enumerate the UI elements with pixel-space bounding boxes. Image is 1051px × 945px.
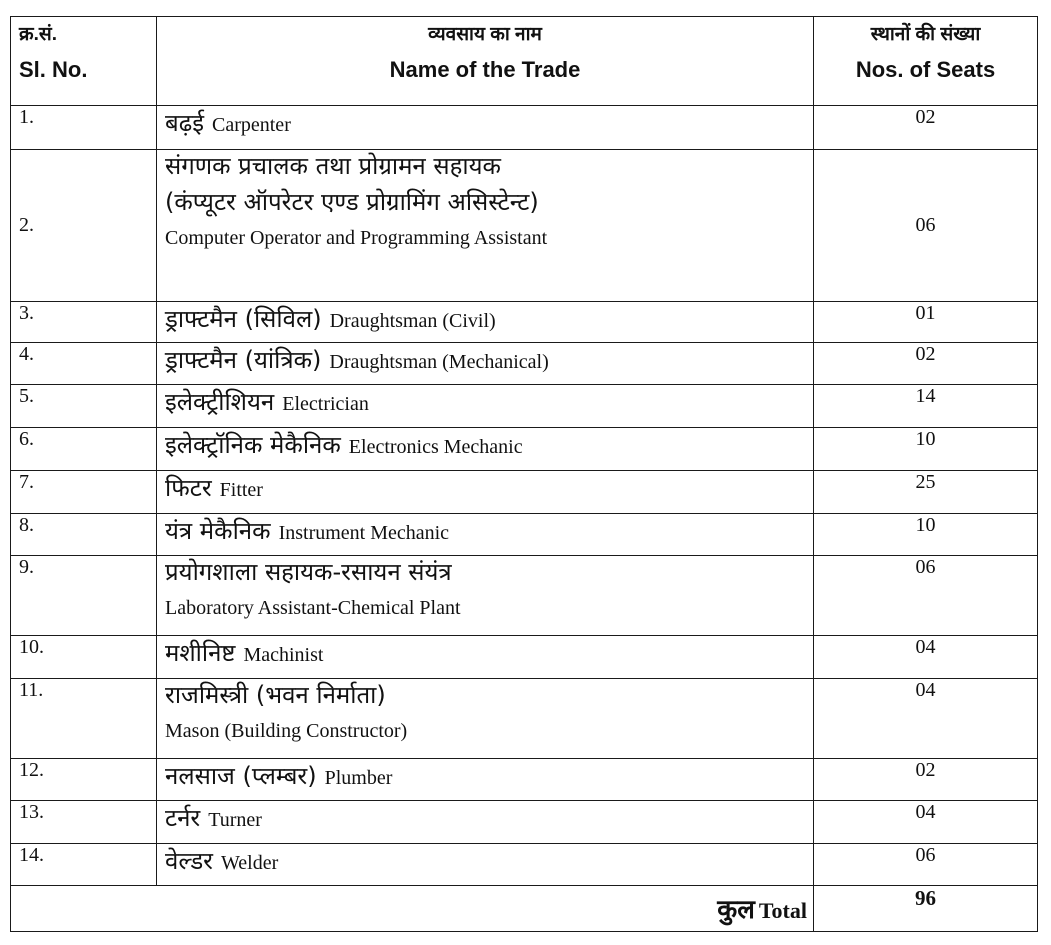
trade-name-english: Welder: [221, 851, 279, 874]
sl-no-header-hindi: क्र.सं.: [19, 24, 57, 45]
trade-name-english: Fitter: [219, 479, 263, 502]
trade-name: [157, 385, 814, 427]
table-row: [11, 106, 1038, 150]
table-row: [11, 636, 1038, 678]
trade-name-hindi: नलसाज (प्लम्बर): [165, 761, 317, 790]
table-header-row: [11, 17, 1038, 106]
trade-name: [157, 843, 814, 885]
trade-name-header-english: Name of the Trade: [389, 57, 581, 82]
seat-count: 14: [814, 385, 1038, 427]
trade-name-english: Draughtsman (Civil): [329, 309, 496, 332]
total-label-english: Total: [758, 898, 807, 924]
seats-header: [814, 17, 1038, 106]
trade-name-hindi: राजमिस्त्री (भवन निर्माता): [165, 680, 386, 709]
trade-name: [157, 342, 814, 384]
trade-name-hindi: इलेक्ट्रीशियन: [165, 388, 275, 417]
table-row: [11, 678, 1038, 758]
table-row: [11, 555, 1038, 635]
trade-name-english: Instrument Mechanic: [278, 521, 450, 544]
total-label: [11, 886, 814, 932]
trade-name: [157, 106, 814, 150]
trade-name-hindi: ड्राफ्टमैन (यांत्रिक): [165, 345, 322, 374]
trade-name-hindi-line2: (कंप्यूटर ऑपरेटर एण्ड प्रोग्रामिंग असिस्टेन्ट): [165, 187, 539, 216]
trade-name-hindi: मशीनिष्ट: [165, 639, 236, 668]
table-row: [11, 758, 1038, 800]
trade-name: [157, 301, 814, 342]
table-row: [11, 471, 1038, 513]
trade-name-english: Electrician: [282, 393, 369, 416]
table-row: [11, 513, 1038, 555]
seat-count: 01: [814, 301, 1038, 342]
seat-count: 10: [814, 513, 1038, 555]
trade-name: [157, 513, 814, 555]
seats-header-english: Nos. of Seats: [855, 57, 996, 82]
trade-name-english: Carpenter: [212, 114, 291, 137]
row-number: 5.: [11, 385, 157, 427]
trade-name: [157, 801, 814, 843]
seat-count: 04: [814, 678, 1038, 758]
trade-name: [157, 427, 814, 471]
trade-name-english: Computer Operator and Programming Assistant: [165, 226, 548, 249]
trade-name-english: Plumber: [324, 766, 393, 789]
sl-no-header-english: Sl. No.: [19, 57, 88, 82]
seat-count: 06: [814, 843, 1038, 885]
seat-count: 10: [814, 427, 1038, 471]
sl-no-header: [11, 17, 157, 106]
trade-name: [157, 555, 814, 635]
row-number: 6.: [11, 427, 157, 471]
trade-name-english: Mason (Building Constructor): [165, 719, 408, 742]
seat-count: 25: [814, 471, 1038, 513]
trade-name-english: Turner: [208, 809, 262, 832]
row-number: 3.: [11, 301, 157, 342]
trade-name-hindi: वेल्डर: [165, 846, 213, 875]
seat-count: 06: [814, 555, 1038, 635]
seat-count: 04: [814, 636, 1038, 678]
trade-name-hindi: प्रयोगशाला सहायक-रसायन संयंत्र: [165, 557, 452, 586]
trade-name: [157, 471, 814, 513]
trade-name-english: Laboratory Assistant-Chemical Plant: [165, 596, 461, 619]
row-number: 4.: [11, 342, 157, 384]
row-number: 2.: [11, 149, 157, 301]
trade-name-english: Electronics Mechanic: [348, 435, 523, 458]
row-number: 10.: [11, 636, 157, 678]
table-row: [11, 149, 1038, 301]
trade-name: [157, 758, 814, 800]
trade-name-hindi: बढ़ई: [165, 109, 204, 138]
trade-name-hindi: यंत्र मेकैनिक: [165, 516, 271, 545]
row-number: 11.: [11, 678, 157, 758]
trade-name-hindi-line1: संगणक प्रचालक तथा प्रोग्रामन सहायक: [165, 151, 501, 180]
row-number: 1.: [11, 106, 157, 150]
row-number: 7.: [11, 471, 157, 513]
trade-name-hindi: टर्नर: [165, 804, 201, 833]
row-number: 12.: [11, 758, 157, 800]
trade-name-hindi: फिटर: [165, 474, 212, 503]
table-row: [11, 385, 1038, 427]
trade-name: [157, 678, 814, 758]
trade-name-hindi: इलेक्ट्रॉनिक मेकैनिक: [165, 430, 341, 459]
seats-header-hindi: स्थानों की संख्या: [870, 24, 981, 45]
trade-name-header: [157, 17, 814, 106]
table-row: [11, 427, 1038, 471]
table-row: [11, 342, 1038, 384]
total-label-hindi: कुल: [717, 895, 755, 926]
seat-count: 04: [814, 801, 1038, 843]
seat-count: 06: [814, 149, 1038, 301]
trade-seats-table: [10, 16, 1038, 932]
trade-name-english: Machinist: [243, 644, 324, 667]
seat-count: 02: [814, 106, 1038, 150]
trade-name: [157, 636, 814, 678]
table-row: [11, 843, 1038, 885]
trade-name-header-hindi: व्यवसाय का नाम: [428, 24, 542, 45]
trade-name: [157, 149, 814, 301]
row-number: 9.: [11, 555, 157, 635]
seat-count: 02: [814, 758, 1038, 800]
row-number: 14.: [11, 843, 157, 885]
table-row: [11, 801, 1038, 843]
table-row: [11, 301, 1038, 342]
row-number: 8.: [11, 513, 157, 555]
seat-count: 02: [814, 342, 1038, 384]
trade-name-english: Draughtsman (Mechanical): [329, 350, 549, 373]
total-seat-count: 96: [814, 886, 1038, 932]
trade-name-hindi: ड्राफ्टमैन (सिविल): [165, 304, 322, 333]
row-number: 13.: [11, 801, 157, 843]
total-row: [11, 886, 1038, 932]
